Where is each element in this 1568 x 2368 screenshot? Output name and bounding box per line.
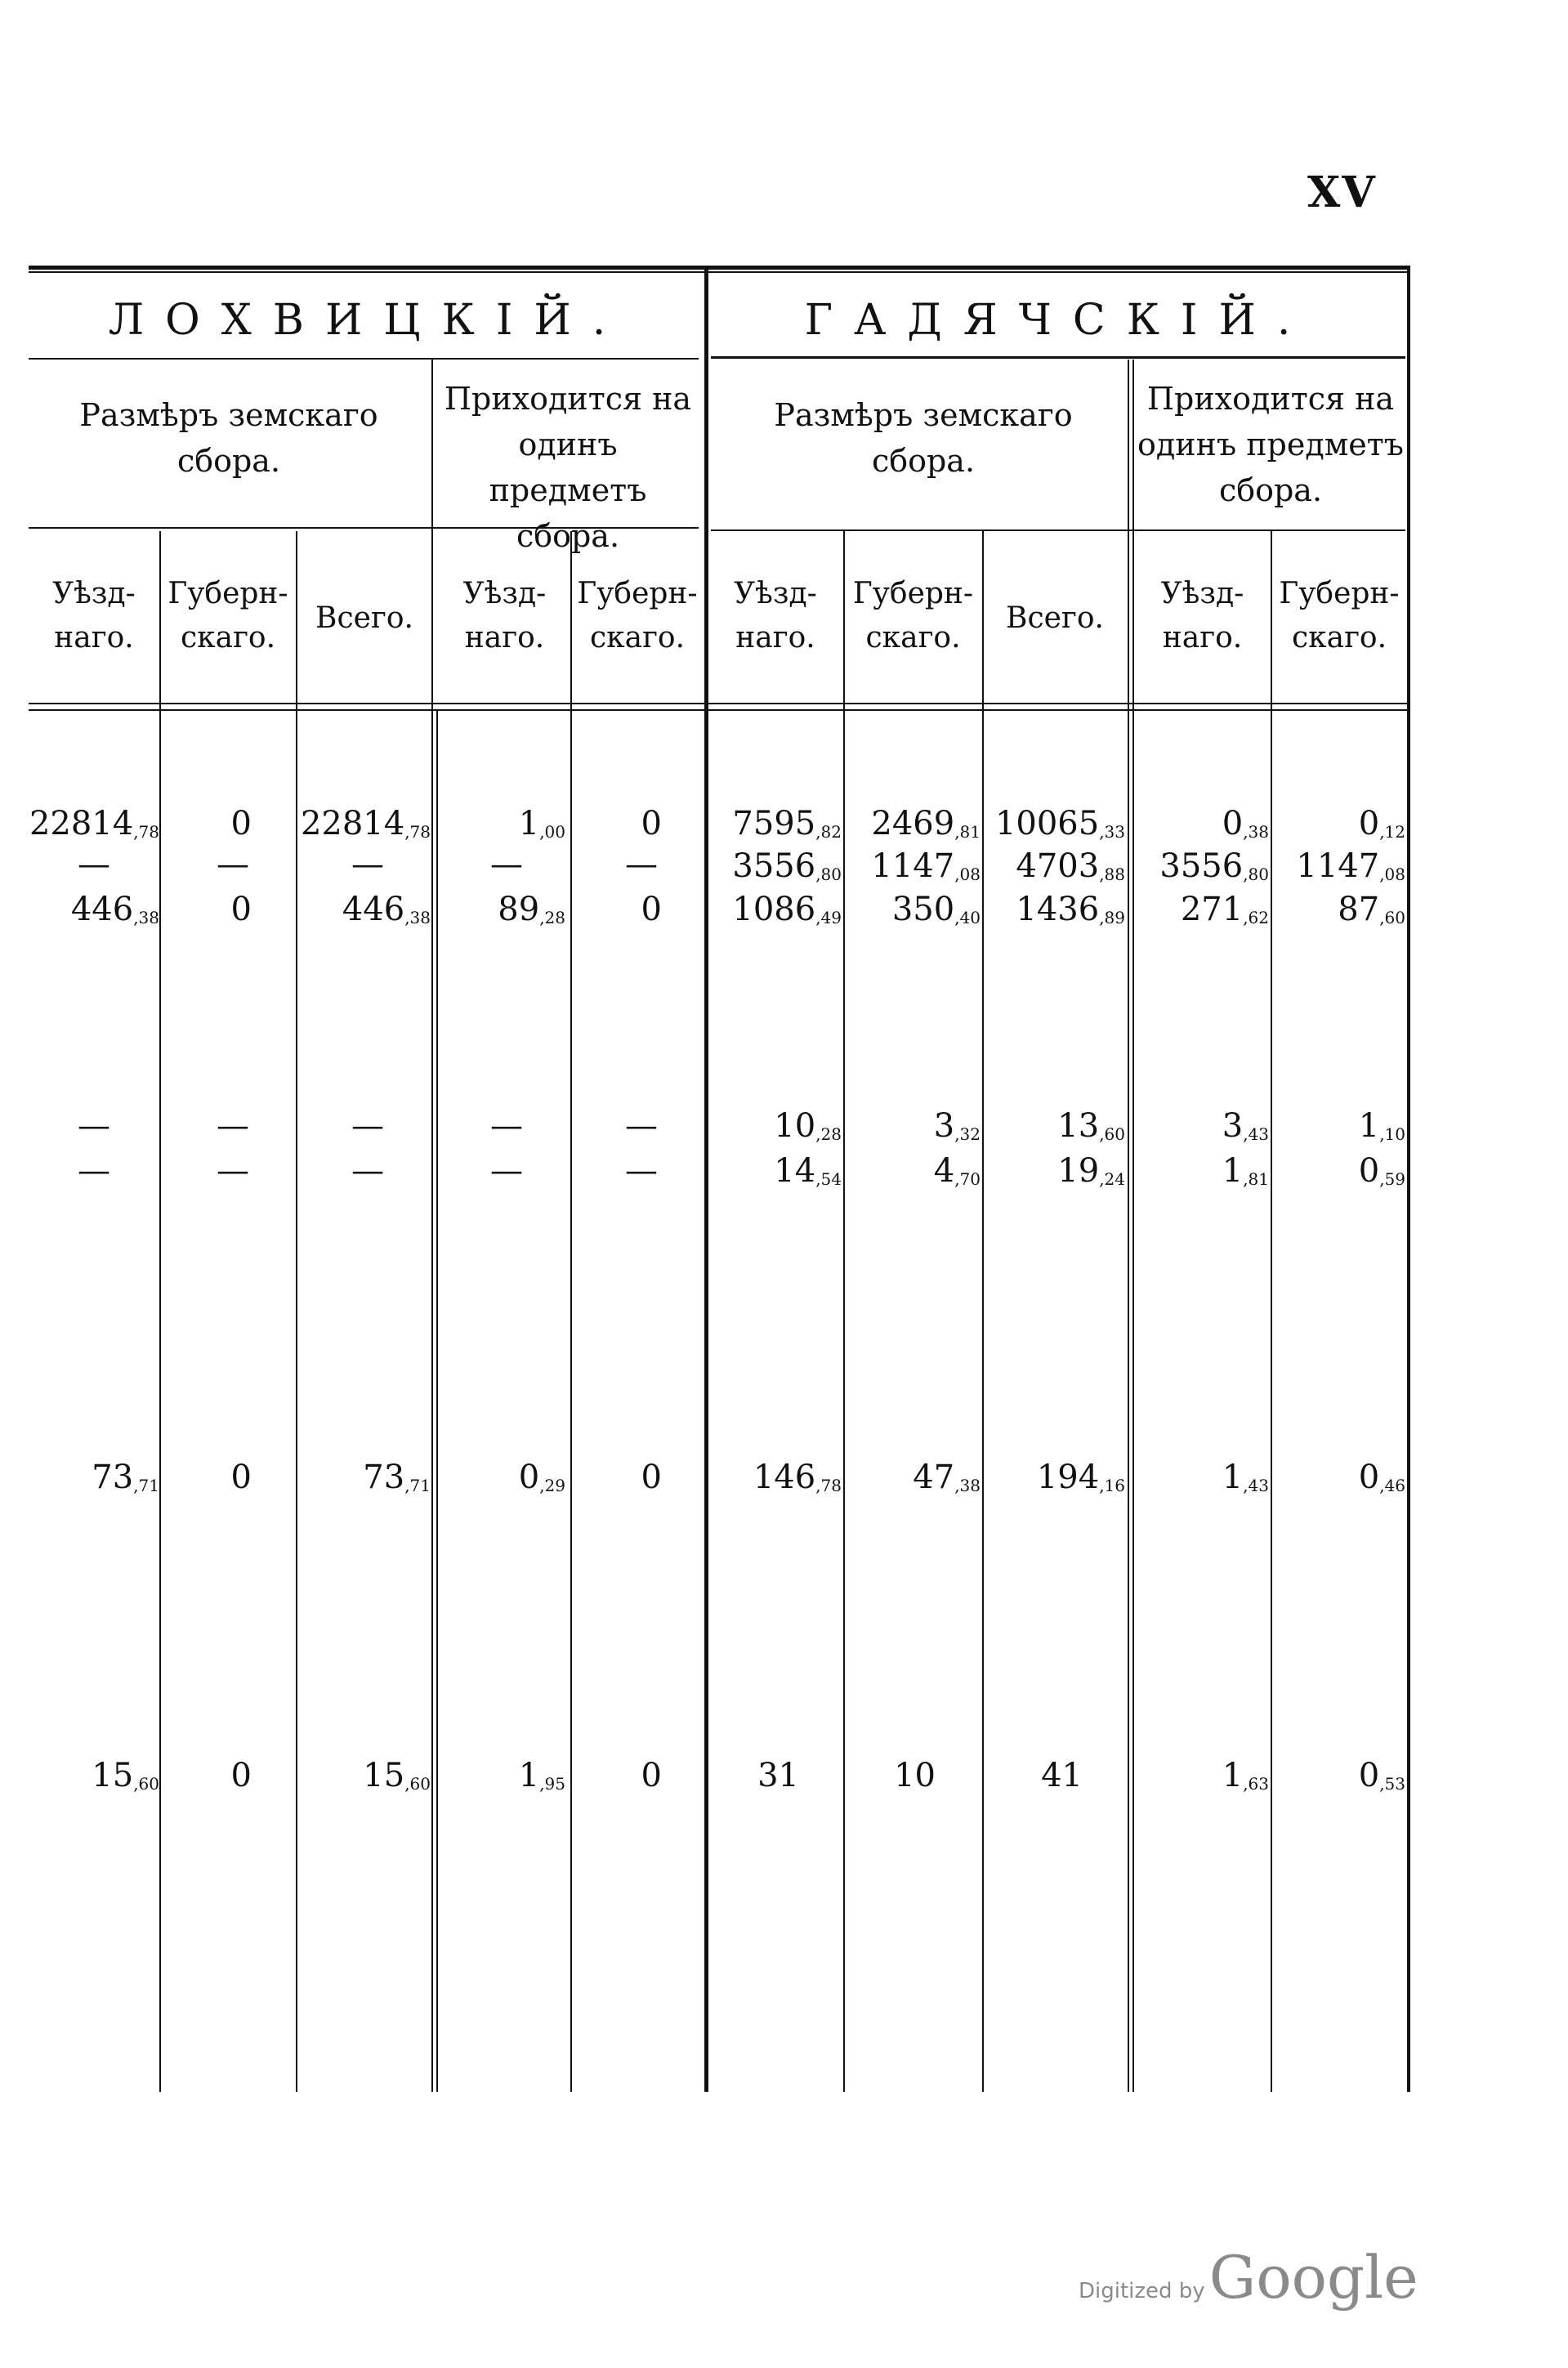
table-cell: $0_{,29}$ (518, 1459, 565, 1496)
table-cell: 10 (894, 1757, 936, 1794)
table-cell: 31 (757, 1757, 799, 1794)
table-cell: $0_{,38}$ (1222, 805, 1269, 842)
table-cell: 0 (230, 1459, 252, 1496)
table-cell: — (625, 1152, 658, 1190)
table-cell: $0_{,53}$ (1358, 1757, 1405, 1794)
table-cell: 0 (230, 891, 252, 928)
table-cell: $1_{,00}$ (518, 805, 565, 842)
google-logo: Google (1208, 2243, 1418, 2312)
table-cell: — (78, 846, 110, 883)
table-cell: $350_{,40}$ (891, 891, 981, 928)
col-uezd-gad: Уѣзд- наго. (734, 577, 817, 655)
table-cell: — (351, 1107, 384, 1145)
table-cell: $87_{,60}$ (1338, 891, 1405, 928)
col-gubern-gad: Губерн- скаго. (852, 577, 974, 655)
table-cell: $1_{,10}$ (1358, 1107, 1405, 1145)
table-cell: 0 (230, 1757, 252, 1794)
table-cell: — (217, 1107, 249, 1145)
table-cell: 0 (641, 1459, 662, 1496)
table-cell: 0 (641, 1757, 662, 1794)
table-cell: $15_{,60}$ (363, 1757, 431, 1794)
table-cell: $3556_{,80}$ (1159, 847, 1269, 885)
col-gubern2-lokh: Губерн- скаго. (577, 577, 698, 655)
table-cell: $14_{,54}$ (774, 1152, 842, 1190)
table-cell: $10065_{,33}$ (994, 805, 1125, 842)
col-vsego-lokh: Всего. (315, 601, 413, 635)
table-cell: $271_{,62}$ (1180, 891, 1269, 928)
table-cell: $446_{,38}$ (342, 891, 431, 928)
col-vsego-gad: Всего. (1006, 601, 1104, 635)
table-cell: — (490, 846, 523, 883)
region-gadyachsky: ГАДЯЧСКІЙ. (804, 296, 1312, 345)
table-cell: $1436_{,89}$ (1016, 891, 1125, 928)
col-uezd2-lokh: Уѣзд- наго. (462, 577, 547, 655)
table-cell: — (490, 1107, 523, 1145)
col-gubern2-gad: Губерн- скаго. (1279, 577, 1400, 655)
table-cell: $3556_{,80}$ (732, 847, 842, 885)
table-cell: 41 (1041, 1757, 1083, 1794)
table-cell: $4703_{,88}$ (1016, 847, 1125, 885)
col-uezd-lokh: Уѣзд- наго. (52, 577, 136, 655)
table-cell: — (351, 1152, 384, 1190)
table-cell: 0 (641, 891, 662, 928)
table-cell: $0_{,59}$ (1358, 1152, 1405, 1190)
table-cell: $194_{,16}$ (1036, 1459, 1125, 1496)
table-cell: $2469_{,81}$ (871, 805, 981, 842)
table-cell: $89_{,28}$ (498, 891, 565, 928)
table-cell: 0 (641, 805, 662, 842)
google-watermark (1079, 2243, 1418, 2312)
group-zemsky-lokh: Размѣръ земскаго сбора. (79, 397, 378, 479)
table-cell: $73_{,71}$ (363, 1459, 431, 1496)
region-lokhvitsky: ЛОХВИЦКІЙ. (108, 296, 628, 345)
table-cell: $1147_{,08}$ (1296, 847, 1405, 885)
table-cell: — (78, 1152, 110, 1190)
table-cell: — (490, 1152, 523, 1190)
table-cell: — (625, 846, 658, 883)
table-cell: $13_{,60}$ (1057, 1107, 1125, 1145)
table-cell: — (625, 1107, 658, 1145)
digitized-label: Digitized by (1079, 2279, 1205, 2303)
table-cell: $3_{,43}$ (1222, 1107, 1269, 1145)
table-cell: $22814_{,78}$ (300, 805, 431, 842)
table-cell: $0_{,12}$ (1358, 805, 1405, 842)
table-cell: $1_{,63}$ (1222, 1757, 1269, 1794)
group-zemsky-gad: Размѣръ земскаго сбора. (774, 397, 1073, 479)
table-cell: — (351, 846, 384, 883)
table-cell: $1_{,95}$ (518, 1757, 565, 1794)
table-cell: $146_{,78}$ (753, 1459, 842, 1496)
table-cell: $73_{,71}$ (92, 1459, 159, 1496)
table-cell: $0_{,46}$ (1358, 1459, 1405, 1496)
table-cell: $3_{,32}$ (933, 1107, 981, 1145)
group-per-item-lokh: Приходится на одинъ предметъ сбора. (444, 381, 692, 554)
table-cell: $22814_{,78}$ (29, 805, 159, 842)
table-cell: — (217, 846, 249, 883)
col-gubern-lokh: Губерн- скаго. (168, 577, 288, 655)
table-cell: $446_{,38}$ (70, 891, 159, 928)
table-cell: $19_{,24}$ (1057, 1152, 1125, 1190)
table-cell: $4_{,70}$ (933, 1152, 981, 1190)
table-cell: $47_{,38}$ (913, 1459, 981, 1496)
table-cell: $7595_{,82}$ (732, 805, 842, 842)
group-per-item-gad: Приходится на одинъ предметъ сбора. (1137, 381, 1404, 508)
table-cell: $1086_{,49}$ (732, 891, 842, 928)
table-cell: 0 (230, 805, 252, 842)
page-number: XV (1307, 168, 1377, 217)
table-cell: $1_{,43}$ (1222, 1459, 1269, 1496)
table-cell: — (217, 1152, 249, 1190)
table-cell: $1147_{,08}$ (871, 847, 981, 885)
table-cell: — (78, 1107, 110, 1145)
table-cell: $1_{,81}$ (1222, 1152, 1269, 1190)
table-cell: $10_{,28}$ (774, 1107, 842, 1145)
col-uezd2-gad: Уѣзд- наго. (1160, 577, 1244, 655)
table-cell: $15_{,60}$ (92, 1757, 159, 1794)
